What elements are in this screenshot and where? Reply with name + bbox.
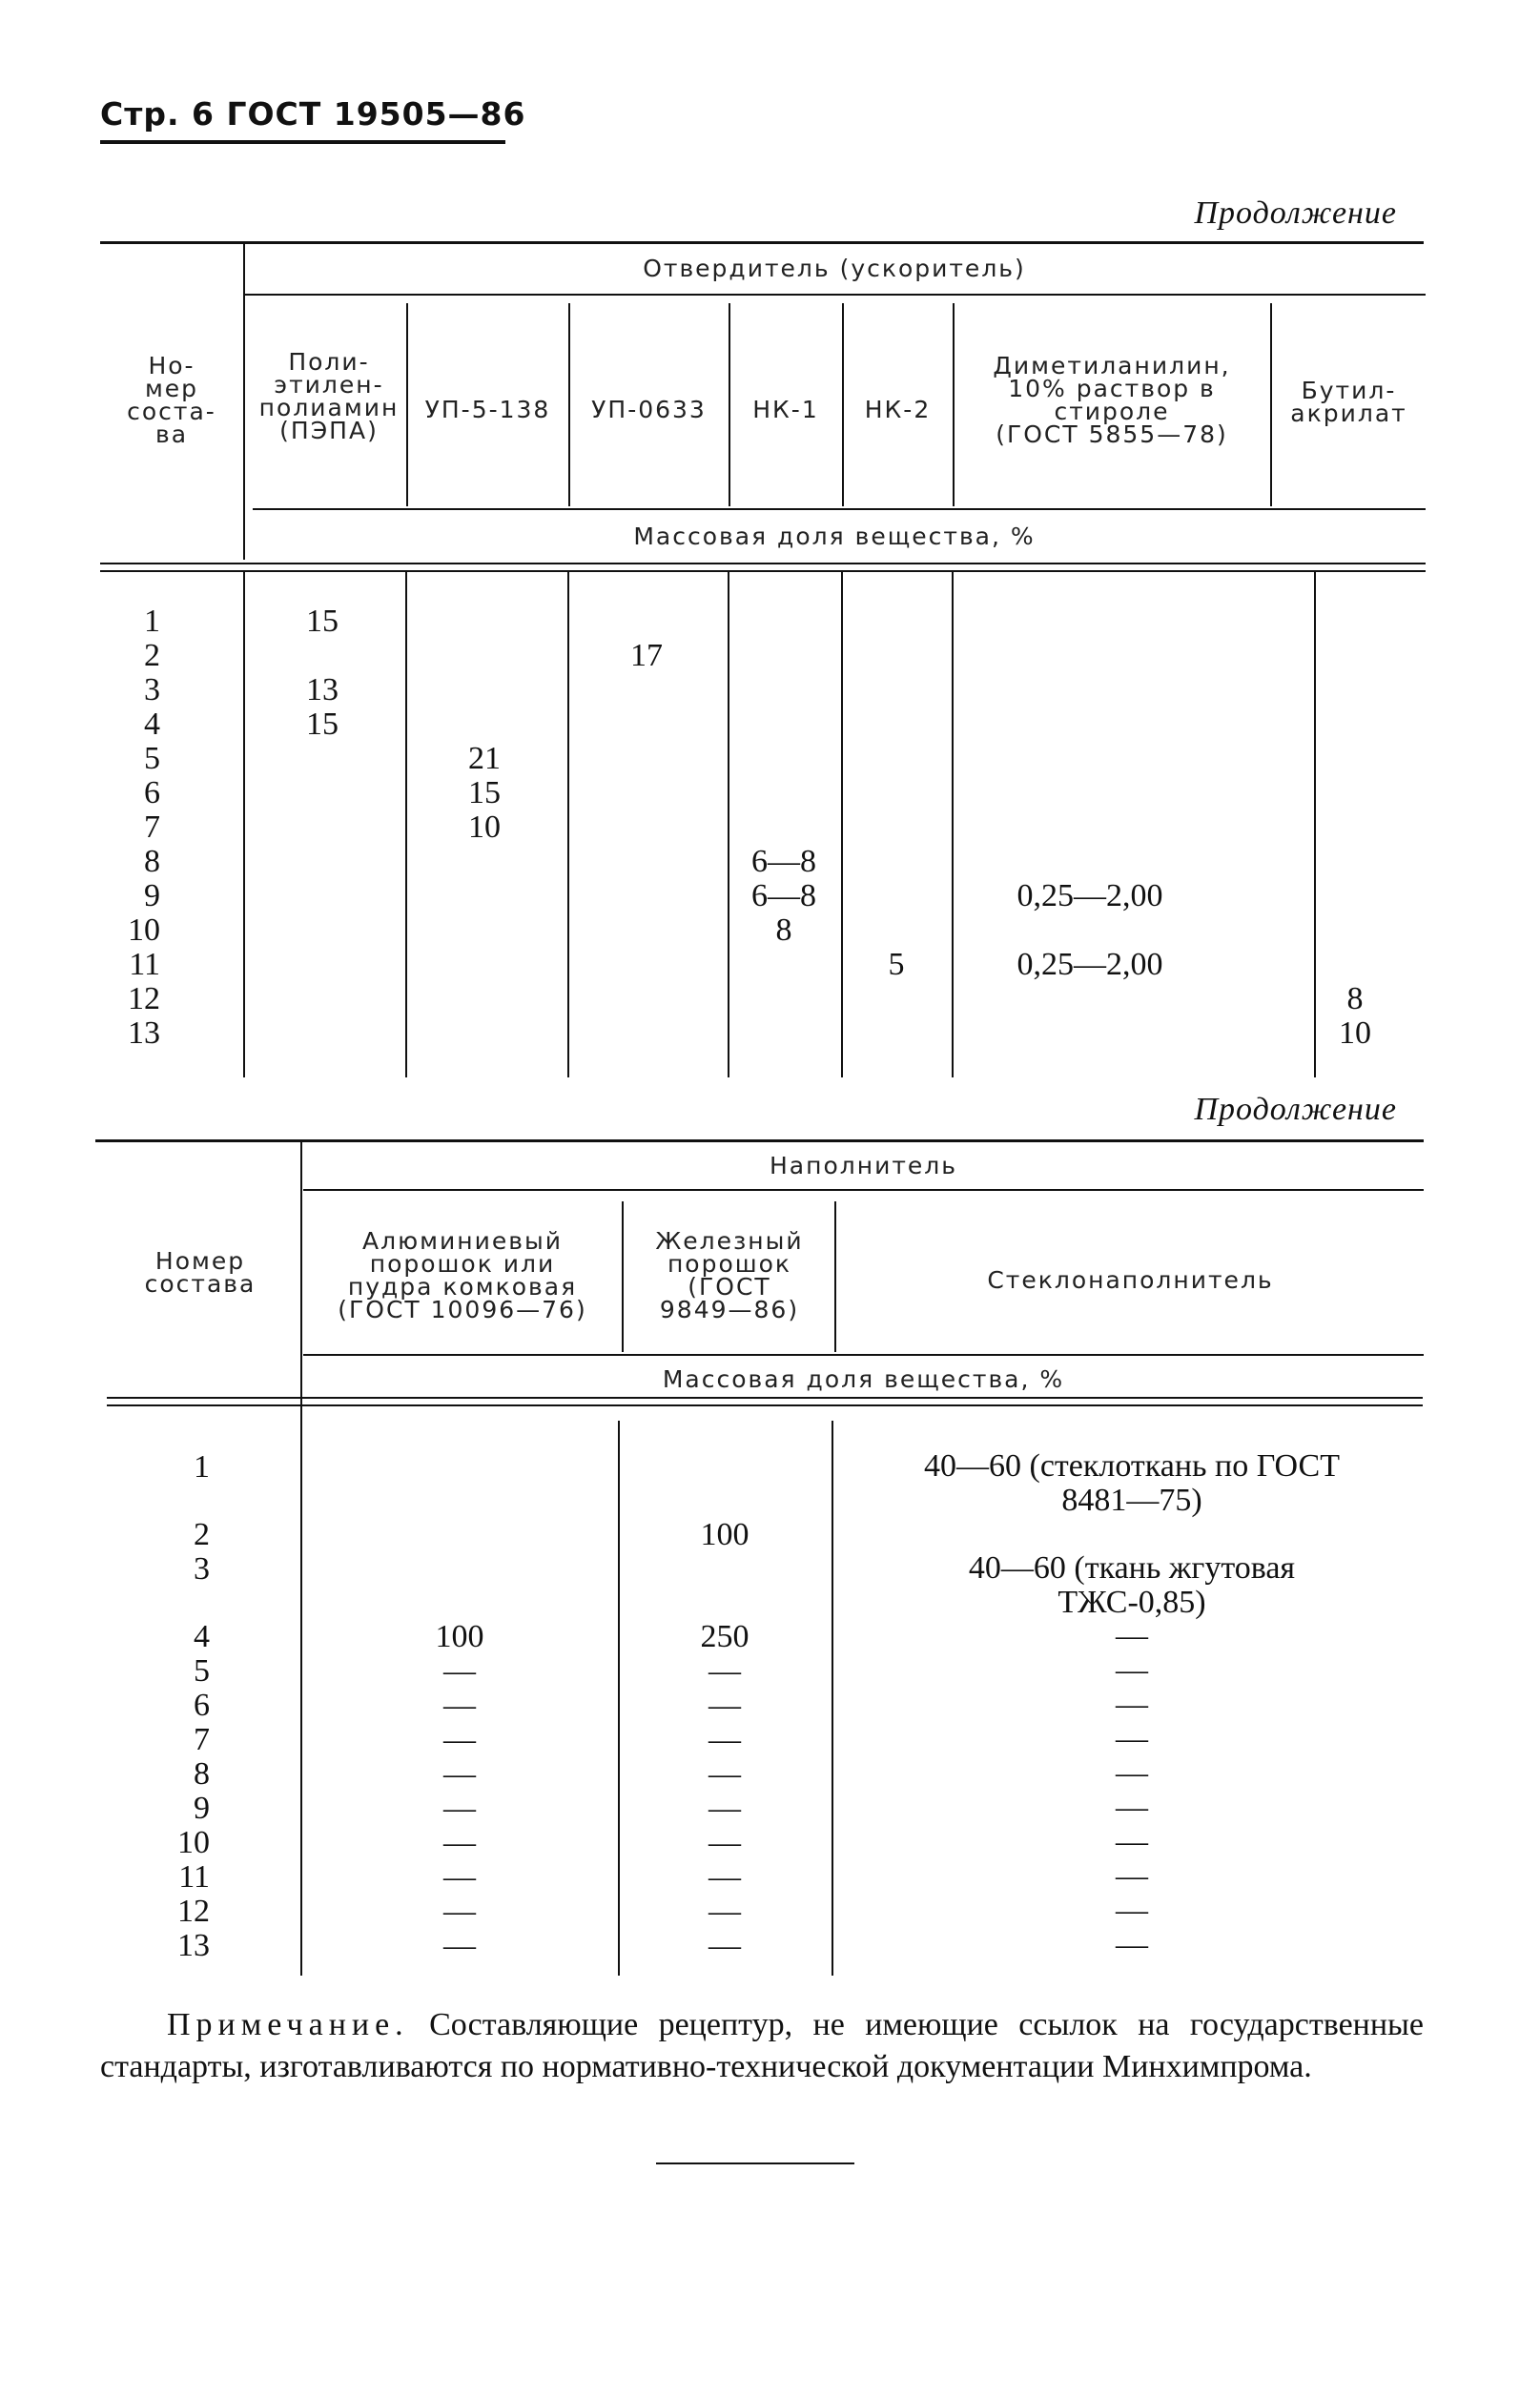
t1-column-header-line: стироле bbox=[1054, 398, 1170, 425]
t2-row-number: 2 bbox=[194, 1517, 210, 1552]
t2-vline-stub bbox=[300, 1141, 302, 1976]
t1-row-number: 10 bbox=[128, 912, 160, 948]
t2-col-divider bbox=[622, 1201, 624, 1352]
t2-column-header-line: (ГОСТ 10096—76) bbox=[338, 1296, 587, 1323]
t2-cell-aluminium: — bbox=[443, 1756, 476, 1792]
t1-row-number: 6 bbox=[144, 775, 160, 810]
t1-cell: 5 bbox=[888, 947, 905, 982]
t2-body-rule-b bbox=[107, 1404, 1423, 1406]
t2-row-number: 8 bbox=[194, 1756, 210, 1792]
t1-column-header-line: полиамин bbox=[258, 394, 400, 421]
t1-column-header-line: Диметиланилин, bbox=[993, 352, 1231, 379]
t1-row-number: 3 bbox=[144, 672, 160, 707]
t1-cell: 0,25—2,00 bbox=[1016, 878, 1163, 913]
t2-cell-glass: — bbox=[1116, 1618, 1148, 1653]
t1-row-number: 12 bbox=[128, 981, 160, 1016]
t2-cell-glass: — bbox=[1116, 1824, 1148, 1859]
t2-row-number: 1 bbox=[194, 1449, 210, 1485]
t2-column-header-line: 9849—86) bbox=[659, 1296, 800, 1323]
t1-cell: 21 bbox=[468, 741, 501, 776]
t2-cell-aluminium: — bbox=[443, 1653, 476, 1689]
t2-column-header bbox=[303, 1227, 622, 1323]
t2-column-header-line: порошок bbox=[667, 1250, 792, 1278]
t1-vline-stub-body bbox=[243, 570, 245, 1077]
note bbox=[100, 2004, 1424, 2088]
end-rule bbox=[656, 2162, 854, 2164]
t2-cell-aluminium: — bbox=[443, 1859, 476, 1895]
t1-cell: 6—8 bbox=[751, 878, 816, 913]
t2-group-rule bbox=[303, 1189, 1424, 1191]
t2-cell-iron: — bbox=[708, 1688, 741, 1723]
t2-column-header bbox=[837, 1266, 1424, 1294]
table1-top-rule bbox=[100, 241, 1424, 244]
t2-row-number: 5 bbox=[194, 1653, 210, 1689]
note-label: Примечание. bbox=[167, 2007, 409, 2042]
t1-column-header-line: 10% раствор в bbox=[1008, 375, 1216, 402]
t1-cell: 15 bbox=[468, 775, 501, 810]
t1-column-header bbox=[730, 396, 841, 423]
table1-continuation: Продолжение bbox=[1194, 195, 1397, 231]
t2-cell-iron: — bbox=[708, 1928, 741, 1963]
t1-row-header: Но- мер соста- ва bbox=[127, 352, 216, 448]
t1-cell: 8 bbox=[1346, 981, 1364, 1016]
t1-cell: 10 bbox=[468, 810, 501, 845]
t2-cell-aluminium: — bbox=[443, 1894, 476, 1929]
t1-body-rule-b bbox=[100, 570, 1426, 572]
t1-cell: 13 bbox=[306, 672, 339, 707]
t1-column-header bbox=[253, 348, 405, 444]
t2-body-divider bbox=[832, 1421, 833, 1976]
t2-column-header-line: пудра комковая bbox=[347, 1273, 578, 1301]
t2-column-header-line: Алюминиевый bbox=[362, 1227, 563, 1255]
t2-cell-iron: — bbox=[708, 1722, 741, 1757]
t2-row-number: 4 bbox=[194, 1619, 210, 1654]
t1-body-divider bbox=[841, 572, 843, 1077]
header-underline bbox=[100, 140, 505, 144]
t2-cell-iron: 100 bbox=[700, 1517, 749, 1552]
t2-cell-glass: — bbox=[1116, 1927, 1148, 1962]
t1-column-header bbox=[1272, 379, 1426, 425]
t1-row-number: 11 bbox=[129, 947, 160, 982]
table2-continuation: Продолжение bbox=[1194, 1092, 1397, 1127]
t2-row-number: 9 bbox=[194, 1791, 210, 1826]
t2-units: Массовая доля вещества, % bbox=[662, 1365, 1065, 1393]
t1-row-number: 7 bbox=[144, 810, 160, 845]
t2-cell-glass: — bbox=[1116, 1790, 1148, 1825]
t1-column-header-line: УП-5-138 bbox=[424, 396, 551, 423]
t2-column-header bbox=[625, 1227, 834, 1323]
t1-cell: 15 bbox=[306, 604, 339, 639]
t1-column-header-line: Поли- bbox=[288, 348, 370, 376]
t2-column-header-line: Железный bbox=[655, 1227, 804, 1255]
t2-cell-iron: — bbox=[708, 1791, 741, 1826]
t1-column-header bbox=[570, 396, 728, 423]
t1-column-header-line: (ПЭПА) bbox=[279, 417, 379, 444]
t2-cell-iron: — bbox=[708, 1859, 741, 1895]
t2-cell-glass: — bbox=[1116, 1755, 1148, 1791]
t2-cell-aluminium: — bbox=[443, 1928, 476, 1963]
t2-cell-iron: — bbox=[708, 1894, 741, 1929]
t2-cell-iron: — bbox=[708, 1825, 741, 1860]
t2-column-header-line: порошок или bbox=[369, 1250, 556, 1278]
table2-top-rule bbox=[95, 1139, 1424, 1142]
t2-cell-aluminium: — bbox=[443, 1791, 476, 1826]
page-number: Стр. 6 bbox=[100, 95, 215, 133]
t2-body-rule-a bbox=[107, 1397, 1423, 1399]
t1-cell: 15 bbox=[306, 707, 339, 742]
t1-column-header bbox=[844, 396, 952, 423]
t1-row-number: 13 bbox=[128, 1015, 160, 1051]
t2-col-divider bbox=[834, 1201, 836, 1352]
standard-code: ГОСТ 19505—86 bbox=[226, 95, 526, 133]
t2-cell-glass: 40—60 (ткань жгутовая ТЖС-0,85) bbox=[968, 1550, 1296, 1620]
t2-cell-iron: — bbox=[708, 1756, 741, 1792]
t1-row-number: 8 bbox=[144, 844, 160, 879]
t2-row-number: 11 bbox=[178, 1859, 210, 1895]
t2-cell-glass: — bbox=[1116, 1893, 1148, 1928]
t1-group-header: Отвердитель (ускоритель) bbox=[643, 255, 1026, 282]
t1-cell: 6—8 bbox=[751, 844, 816, 879]
t1-cell: 0,25—2,00 bbox=[1016, 947, 1163, 982]
t2-row-number: 13 bbox=[177, 1928, 210, 1963]
t1-cell: 10 bbox=[1339, 1015, 1371, 1051]
t2-cell-glass: — bbox=[1116, 1652, 1148, 1688]
t2-row-number: 3 bbox=[194, 1551, 210, 1587]
t1-row-number: 2 bbox=[144, 638, 160, 673]
t2-row-number: 7 bbox=[194, 1722, 210, 1757]
t1-units-rule bbox=[253, 508, 1426, 510]
t2-cell-glass: — bbox=[1116, 1721, 1148, 1756]
t2-column-header-line: (ГОСТ bbox=[688, 1273, 771, 1301]
page-header bbox=[100, 95, 525, 133]
t1-body-divider bbox=[952, 572, 954, 1077]
t1-column-header bbox=[955, 352, 1269, 448]
t1-column-header-line: Бутил- bbox=[1301, 377, 1397, 404]
t2-row-header: Номер состава bbox=[144, 1247, 257, 1298]
t2-body-divider bbox=[618, 1421, 620, 1976]
t1-row-number: 1 bbox=[144, 604, 160, 639]
t1-column-header-line: УП-0633 bbox=[591, 396, 707, 423]
t1-column-header bbox=[408, 396, 567, 423]
t2-column-header-line: Стеклонаполнитель bbox=[987, 1266, 1274, 1294]
t1-column-header-line: (ГОСТ 5855—78) bbox=[996, 420, 1228, 448]
t2-row-number: 10 bbox=[177, 1825, 210, 1860]
t2-cell-glass: — bbox=[1116, 1687, 1148, 1722]
t2-row-number: 12 bbox=[177, 1894, 210, 1929]
t2-cell-aluminium: — bbox=[443, 1825, 476, 1860]
t1-column-header-line: НК-2 bbox=[864, 396, 932, 423]
note-text: Составляющие рецептур, не имеющие ссылок на государственные стандарты, изготавливаются по нормативно-технической документации Минхимпрома. bbox=[100, 2007, 1424, 2084]
t1-cell: 8 bbox=[775, 912, 792, 948]
t2-units-rule bbox=[303, 1354, 1424, 1356]
t2-row-number: 6 bbox=[194, 1688, 210, 1723]
t2-cell-glass: 40—60 (стеклоткань по ГОСТ 8481—75) bbox=[924, 1448, 1340, 1518]
t2-cell-glass: — bbox=[1116, 1858, 1148, 1894]
t1-group-rule bbox=[243, 294, 1426, 296]
t1-row-number: 4 bbox=[144, 707, 160, 742]
t1-column-header-line: этилен- bbox=[274, 371, 384, 399]
t2-cell-aluminium: — bbox=[443, 1688, 476, 1723]
t1-row-number: 9 bbox=[144, 878, 160, 913]
t2-cell-iron: — bbox=[708, 1653, 741, 1689]
t1-body-rule-a bbox=[100, 563, 1426, 564]
t2-cell-aluminium: — bbox=[443, 1722, 476, 1757]
t2-cell-iron: 250 bbox=[700, 1619, 749, 1654]
t1-row-number: 5 bbox=[144, 741, 160, 776]
t1-column-header-line: акрилат bbox=[1290, 400, 1407, 427]
t2-cell-aluminium: 100 bbox=[435, 1619, 484, 1654]
t1-units: Массовая доля вещества, % bbox=[633, 523, 1036, 550]
t1-vline-stub bbox=[243, 243, 245, 560]
t2-group-header: Наполнитель bbox=[770, 1152, 957, 1179]
t1-cell: 17 bbox=[630, 638, 663, 673]
t1-column-header-line: НК-1 bbox=[752, 396, 819, 423]
